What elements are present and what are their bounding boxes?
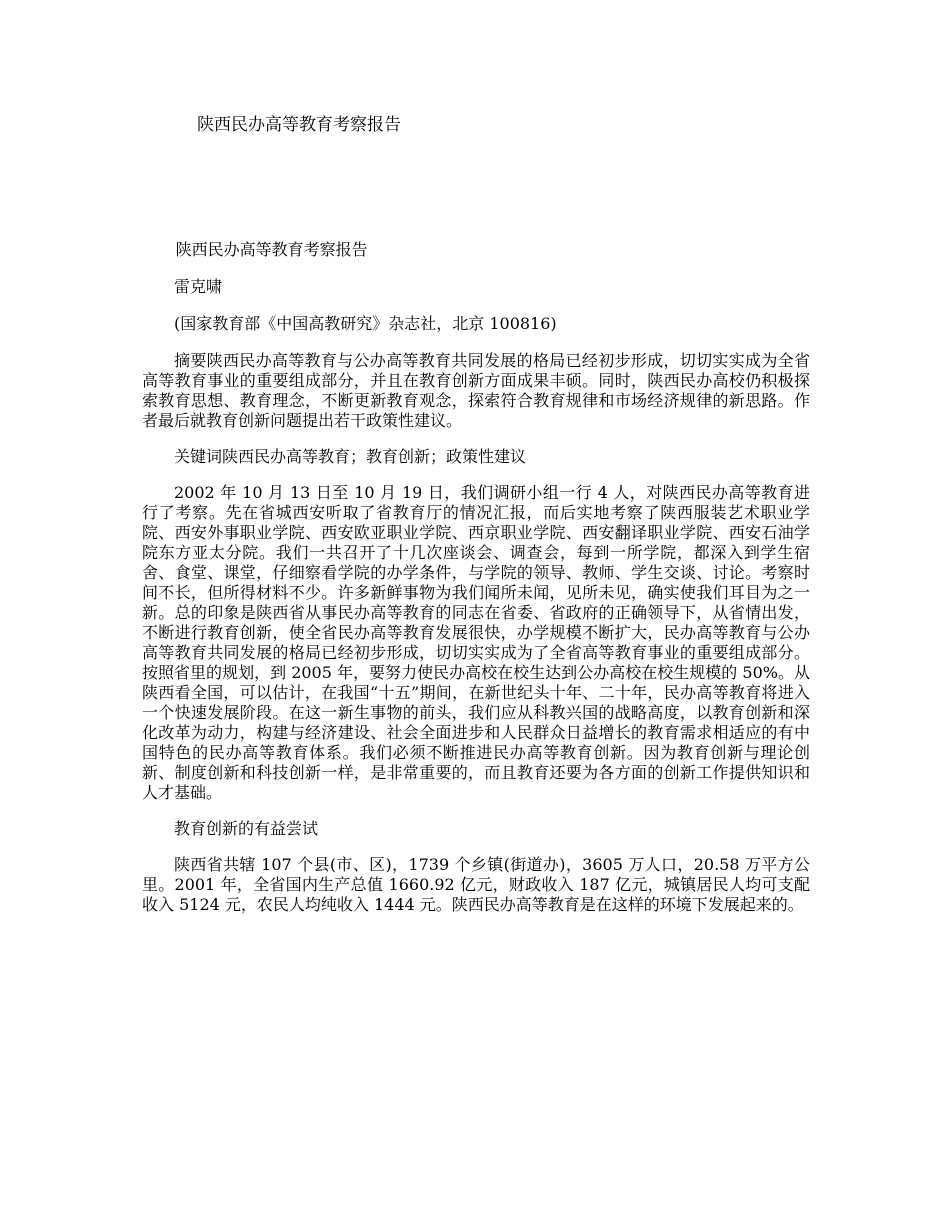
abstract-paragraph: 摘要陕西民办高等教育与公办高等教育共同发展的格局已经初步形成，切切实实成为全省高等教育事业的重要组成部分，并且在教育创新方面成果丰硕。同时，陕西民办高校仍积极探索教育思想、教育理念，不断更新教育观念，探索符合教育规律和市场经济规律的新思路。作者最后就教育创新问题提出若干政策性建议。 [142,351,810,430]
body-paragraph: 2002 年 10 月 13 日至 10 月 19 日，我们调研小组一行 4 人，对陕西民办高等教育进行了考察。先在省城西安听取了省教育厅的情况汇报，而后实地考察了陕西服装艺术职业学院、西安外事职业学院、西安欧亚职业学院、西京职业学院、西安翻译职业学院、西安石油学院东方亚太分院。我们一共召开了十几次座谈会、调查会，每到一所学院，都深入到学生宿舍、食堂、课堂，仔细察看学院的办学条件，与学院的领导、教师、学生交谈、讨论。考察时间不长，但所得材料不少。许多新鲜事物为我们闻所未闻，见所未见，确实使我们耳目为之一新。总的印象是陕西省从事民办高等教育的同志在省委、省政府的正确领导下，从省情出发，不断进行教育创新，使全省民办高等教育发展很快，办学规模不断扩大，民办高等教育与公办高等教育共同发展的格局已经初步形成，切切实实成为了全省高等教育事业的重要组成部分。按照省里的规划，到 2005 年，要努力使民办高校在校生达到公办高校在校生规模的 50%。从陕西看全国，可以估计，在我国“十五”期间，在新世纪头十年、二十年，民办高等教育将进入一个快速发展阶段。在这一新生事物的前头，我们应从科教兴国的战略高度，以教育创新和深化改革为动力，构建与经济建设、社会全面进步和人民群众日益增长的教育需求相适应的有中国特色的民办高等教育体系。我们必须不断推进民办高等教育创新。因为教育创新与理论创新、制度创新和科技创新一样，是非常重要的，而且教育还要为各方面的创新工作提供知识和人才基础。 [142,483,810,802]
author-affiliation: (国家教育部《中国高教研究》杂志社，北京 100816) [174,314,557,333]
keywords-line: 关键词陕西民办高等教育；教育创新；政策性建议 [174,447,527,466]
document-header-title: 陕西民办高等教育考察报告 [197,115,401,135]
body-paragraph: 陕西省共辖 107 个县(市、区)，1739 个乡镇(街道办)，3605 万人口，20.58 万平方公里。2001 年，全省国内生产总值 1660.92 亿元，财政收入 187 亿元，城镇居民人均可支配收入 5124 元，农民人均纯收入 1444 元。陕西民办高等教育是在这样的环境下发展起来的。 [142,855,810,914]
article-body [142,240,810,931]
author-name: 雷克啸 [174,277,223,296]
article-title: 陕西民办高等教育考察报告 [175,240,368,259]
section-heading: 教育创新的有益尝试 [174,819,319,838]
